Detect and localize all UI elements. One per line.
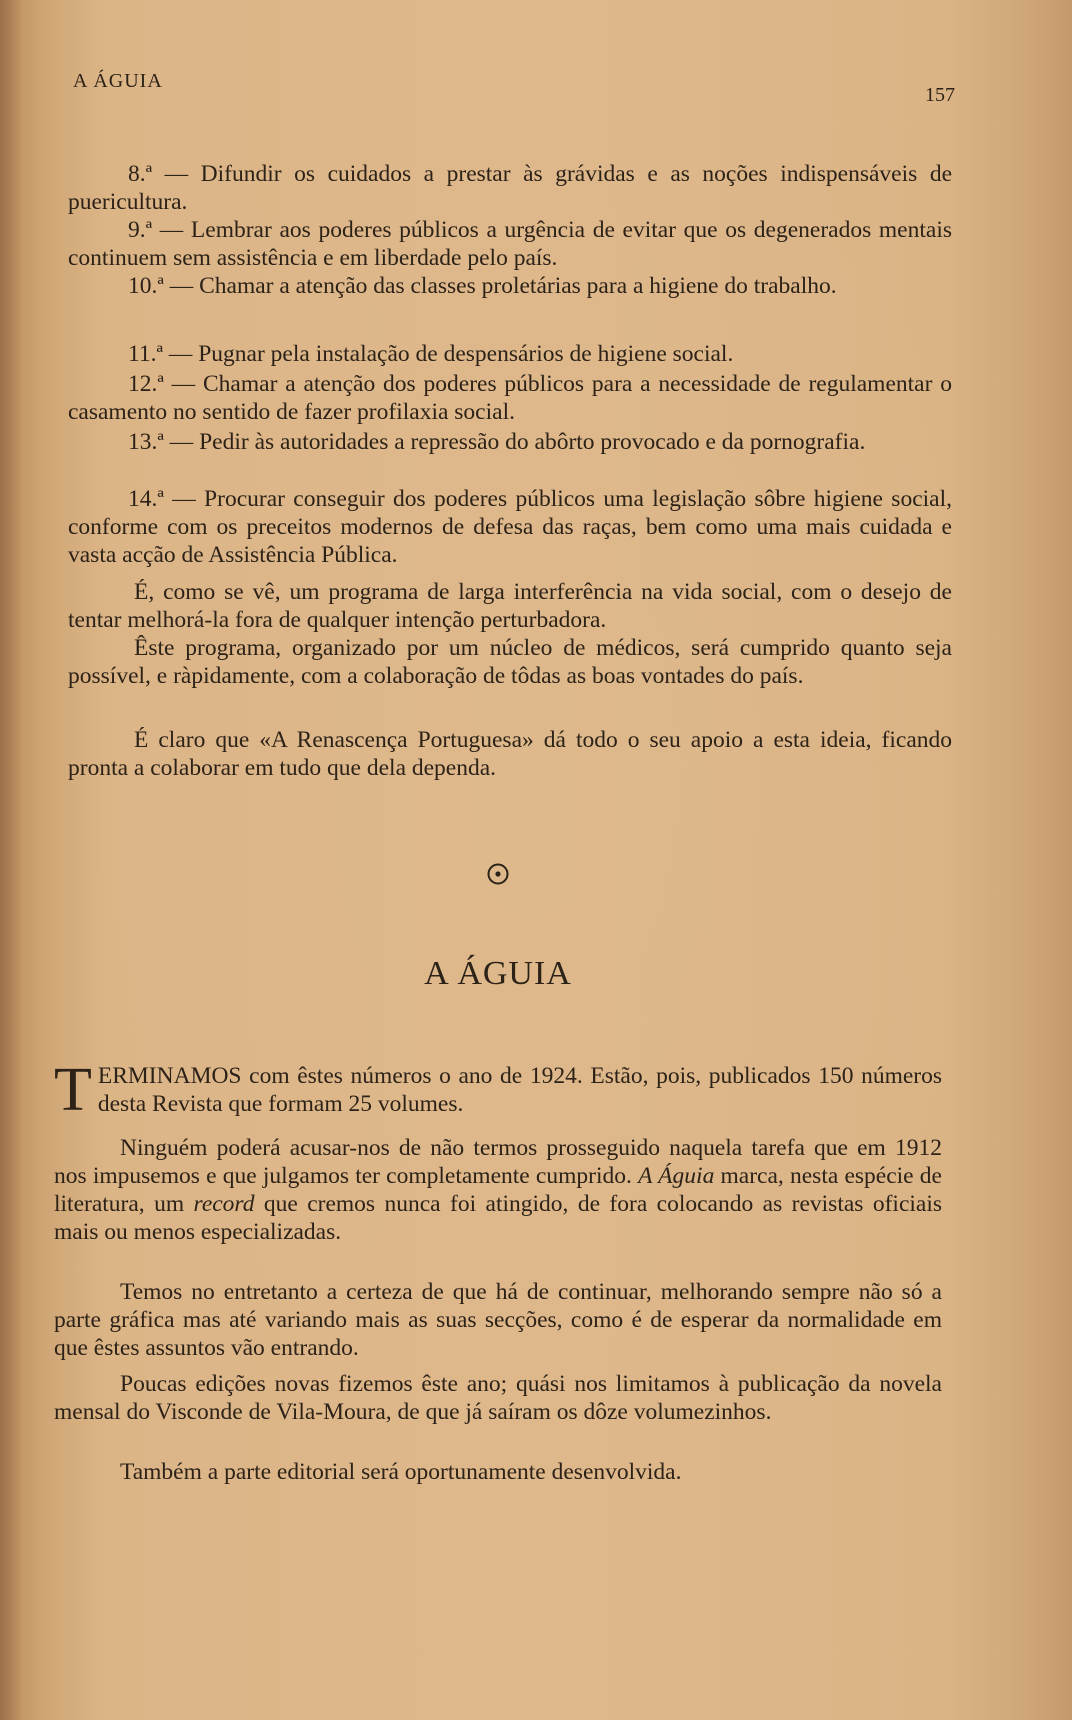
circled-dot-ornament-icon (486, 862, 510, 886)
opening-smallcaps: ERMINAMOS (97, 1063, 242, 1089)
list-item: 11.ª — Pugnar pela instalação de despensários de higiene social. (128, 341, 734, 367)
page-number: 157 (925, 84, 955, 106)
paragraph (54, 1134, 942, 1246)
paragraph: É, como se vê, um programa de larga interferência na vida social, com o desejo de tentar melhorá-la fora de qualquer intenção perturbadora. (68, 579, 952, 633)
list-item: 12.ª — Chamar a atenção dos poderes públicos para a necessidade de regulamentar o casamento no sentido de fazer profilaxia social. (68, 371, 952, 425)
magazine-title: A Águia (638, 1163, 715, 1189)
paragraph-text: que cremos nunca foi atingido, de fora colocando as revistas oficiais mais ou menos especializadas. (54, 1191, 943, 1245)
section-title: A ÁGUIA (424, 955, 572, 992)
list-item: 14.ª — Procurar conseguir dos poderes públicos uma legislação sôbre higiene social, conforme com os preceitos modernos de defesa das raças, bem como uma mais cuidada e vasta acção de Assistência Pública. (68, 486, 952, 568)
record-term: record (193, 1191, 255, 1217)
list-item: 9.ª — Lembrar aos poderes públicos a urgência de evitar que os degenerados mentais continuem sem assistência e em liberdade pelo país. (68, 217, 952, 271)
opening-paragraph (54, 1056, 942, 1124)
paragraph: Poucas edições novas fizemos êste ano; quási nos limitamos à publicação da novela mensal do Visconde de Vila-Moura, de que já saíram os dôze volumezinhos. (54, 1371, 942, 1425)
list-item: 13.ª — Pedir às autoridades a repressão do abôrto provocado e da pornografia. (128, 429, 866, 455)
paragraph: É claro que «A Renascença Portuguesa» dá todo o seu apoio a esta ideia, ficando pronta a colaborar em tudo que dela dependa. (68, 727, 952, 781)
opening-rest: com êstes números o ano de 1924. Estão, pois, publicados 150 números desta Revista que formam 25 volumes. (97, 1063, 942, 1117)
paragraph-text: marca, nesta espécie de literatura, um (54, 1163, 942, 1217)
paragraph-text: Ninguém poderá acusar-nos de não termos prosseguido naquela tarefa que em 1912 nos impusemos e que julgamos ter completamente cumprido. (54, 1135, 942, 1189)
list-item: 8.ª — Difundir os cuidados a prestar às grávidas e as noções indispensáveis de puericultura. (68, 161, 952, 215)
paragraph: Também a parte editorial será oportunamente desenvolvida. (120, 1459, 682, 1485)
list-item: 10.ª — Chamar a atenção das classes proletárias para a higiene do trabalho. (128, 273, 837, 299)
running-header: A ÁGUIA (73, 70, 163, 92)
drop-cap: T (54, 1056, 92, 1124)
paragraph: Êste programa, organizado por um núcleo de médicos, será cumprido quanto seja possível, e ràpidamente, com a colaboração de tôdas as boas vontades do país. (68, 635, 952, 689)
paragraph: Temos no entretanto a certeza de que há de continuar, melhorando sempre não só a parte gráfica mas até variando mais as suas secções, como é de esperar da normalidade em que êstes assuntos vão entrando. (54, 1279, 942, 1361)
